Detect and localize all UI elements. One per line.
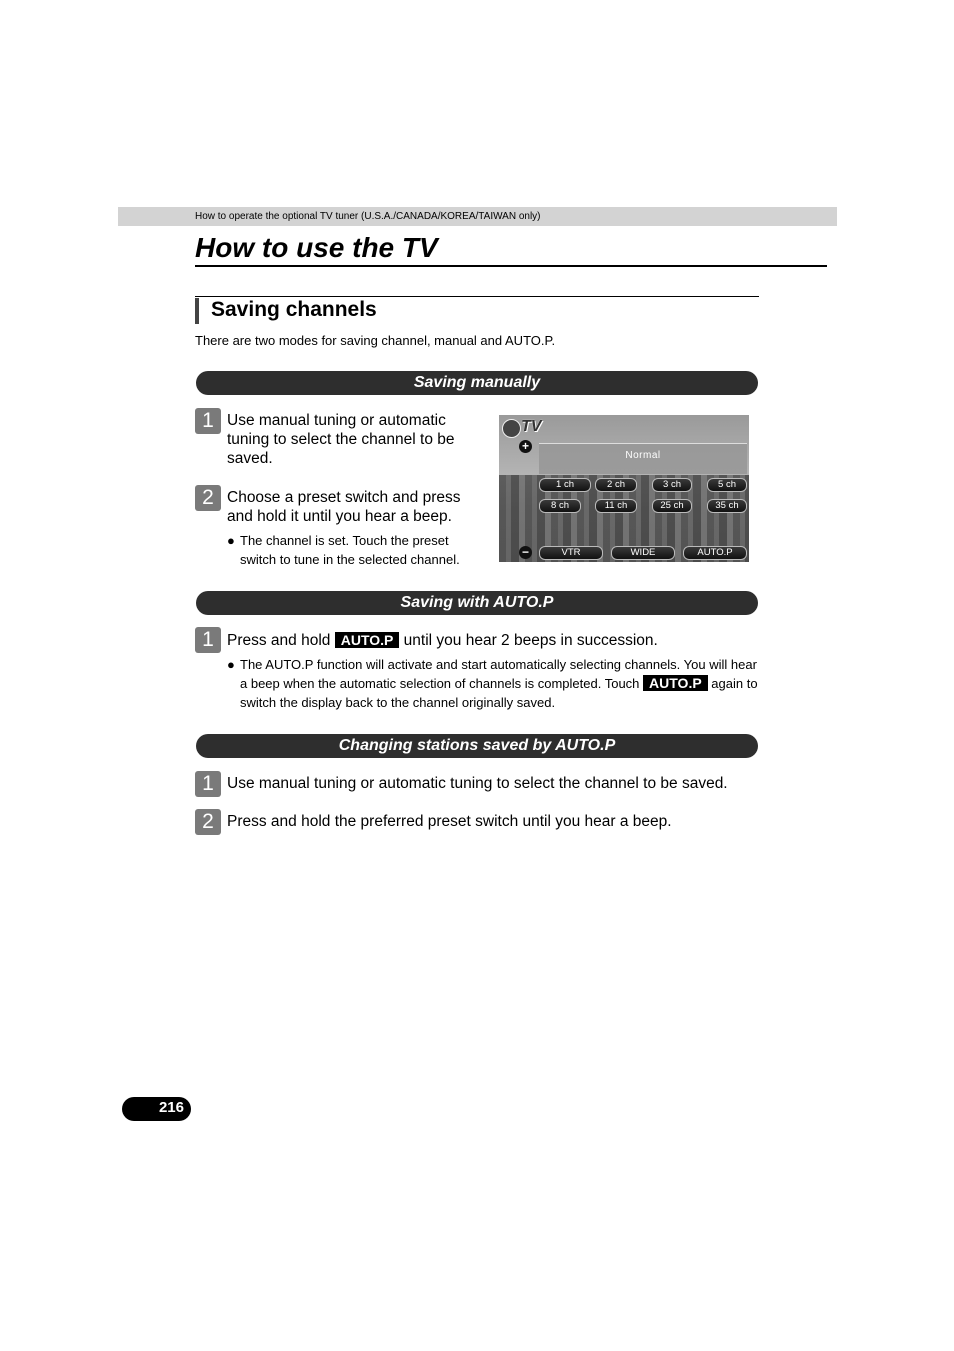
autop-key-label: AUTO.P — [335, 632, 400, 648]
note-text-part: again to switch the display back to the channel originally saved. — [240, 676, 758, 710]
preset-button-1[interactable]: 1 ch — [539, 478, 591, 492]
note-text-part: The AUTO.P function will activate and start automatically selecting channels. You will hear a beep when the automatic selection of channels is completed. Touch — [240, 657, 757, 691]
page-title: How to use the TV — [195, 232, 438, 263]
autop-key-label: AUTO.P — [643, 675, 708, 691]
bullet-icon: ● — [227, 657, 235, 672]
step-text-part: Press and hold — [227, 632, 331, 649]
title-rule — [195, 265, 827, 267]
saving-auto-banner: Saving with AUTO.P — [196, 591, 758, 615]
tv-logo: TV — [521, 418, 542, 435]
step-text: Press and hold the preferred preset switch until you hear a beep. — [227, 813, 672, 830]
preset-button-7[interactable]: 25 ch — [652, 499, 692, 513]
step-number: 1 — [195, 408, 221, 434]
volume-up-icon[interactable]: + — [519, 440, 532, 453]
step-text: Use manual tuning or automatic tuning to select the channel to be saved. — [227, 775, 728, 792]
page-number: 216 — [158, 1099, 184, 1116]
section-intro: There are two modes for saving channel, manual and AUTO.P. — [195, 333, 556, 348]
preset-button-4[interactable]: 5 ch — [707, 478, 747, 492]
section-title: Saving channels — [211, 298, 377, 321]
vtr-button[interactable]: VTR — [539, 546, 603, 560]
section-marker — [195, 298, 199, 324]
bullet-icon: ● — [227, 533, 235, 548]
note-text — [240, 655, 758, 712]
changing-stations-banner: Changing stations saved by AUTO.P — [196, 734, 758, 758]
step-number: 2 — [195, 485, 221, 511]
step-text: Use manual tuning or automatic tuning to select the channel to be saved. — [227, 412, 455, 467]
step-text-part: until you hear 2 beeps in succession. — [403, 632, 658, 649]
tv-icon — [502, 419, 521, 438]
breadcrumb: How to operate the optional TV tuner (U.S.A./CANADA/KOREA/TAIWAN only) — [195, 211, 541, 222]
mode-label: Normal — [625, 450, 661, 461]
step-text: Choose a preset switch and press and hold it until you hear a beep. — [227, 489, 461, 525]
preset-button-6[interactable]: 11 ch — [595, 499, 637, 513]
preset-button-5[interactable]: 8 ch — [539, 499, 581, 513]
wide-button[interactable]: WIDE — [611, 546, 675, 560]
autop-button[interactable]: AUTO.P — [683, 546, 747, 560]
step-number: 1 — [195, 771, 221, 797]
step-number: 1 — [195, 627, 221, 653]
preset-button-8[interactable]: 35 ch — [707, 499, 747, 513]
tv-screen-image — [499, 415, 749, 562]
volume-down-icon[interactable]: − — [519, 546, 532, 559]
step-text — [227, 631, 757, 650]
saving-manually-banner: Saving manually — [196, 371, 758, 395]
step-number: 2 — [195, 809, 221, 835]
preset-button-2[interactable]: 2 ch — [595, 478, 637, 492]
note-text: The channel is set. Touch the preset switch to tune in the selected channel. — [240, 533, 460, 567]
preset-button-3[interactable]: 3 ch — [652, 478, 692, 492]
